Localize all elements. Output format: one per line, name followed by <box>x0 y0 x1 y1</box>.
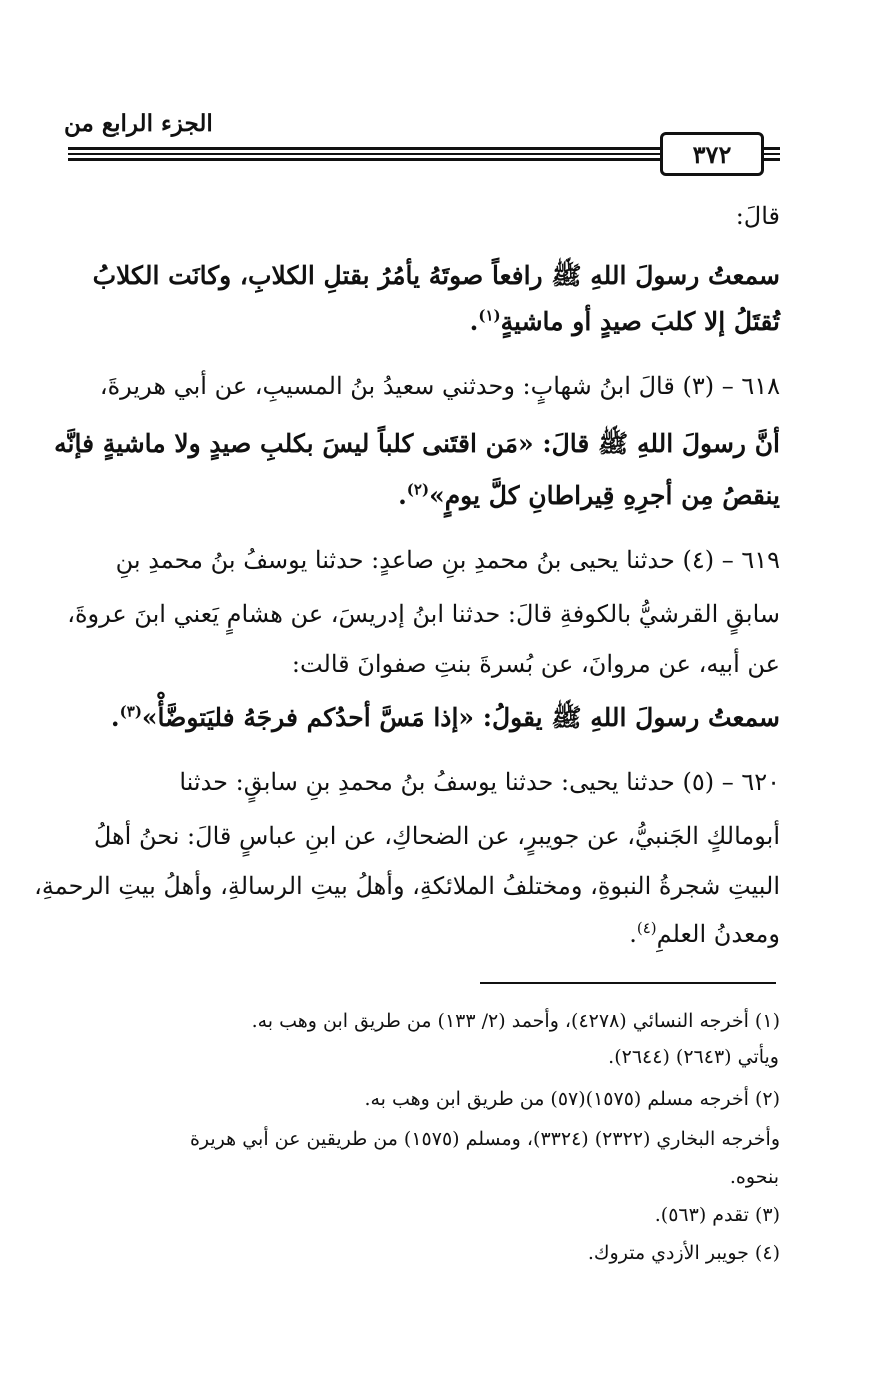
footnote-line: بنحوه. <box>729 1166 779 1188</box>
footnote-line: (٤) جويبر الأزدي متروك. <box>587 1242 780 1264</box>
footnote-line: (١) أخرجه النسائي (٤٢٧٨)، وأحمد (٢/ ١٣٣) من طريق ابن وهب به. <box>251 1010 780 1032</box>
line-text: ينقصُ مِن أجرِهِ قِيراطانِ كلَّ يومٍ» <box>429 481 780 510</box>
line-end: . <box>398 481 407 510</box>
text-line: قالَ: <box>735 202 780 230</box>
footnote-marker: (٤) <box>636 919 657 937</box>
footnote-marker: (٢) <box>406 480 430 499</box>
page-number: ٣٧٢ <box>660 132 764 176</box>
text-line: سابقٍ القرشيُّ بالكوفةِ قالَ: حدثنا ابنُ إدريسَ، عن هشامٍ يَعني ابنَ عروةَ، <box>67 600 780 628</box>
text-line: البيتِ شجرةُ النبوةِ، ومختلفُ الملائكةِ، وأهلُ بيتِ الرسالةِ، وأهلُ بيتِ الرحمةِ، <box>34 872 780 900</box>
text-line: عن أبيه، عن مروانَ، عن بُسرةَ بنتِ صفوانَ قالت: <box>291 650 780 678</box>
text-line <box>62 914 780 954</box>
text-line <box>62 302 780 342</box>
line-end: . <box>629 920 637 948</box>
text-line: ٦١٩ – (٤) حدثنا يحيى بنُ محمدِ بنِ صاعدٍ: حدثنا يوسفُ بنُ محمدِ بنِ <box>115 546 780 574</box>
footnote-marker: (١) <box>478 306 501 325</box>
text-line: أنَّ رسولَ اللهِ ﷺ قالَ: «مَن اقتَنى كلباً ليسَ بكلبِ صيدٍ ولا ماشيةٍ فإنَّه <box>54 429 780 458</box>
footnote-separator <box>480 982 776 984</box>
text-line: سمعتُ رسولَ اللهِ ﷺ رافعاً صوتَهُ يأمُرُ بقتلِ الكلابِ، وكانَت الكلابُ <box>92 261 780 290</box>
text-line: ٦٢٠ – (٥) حدثنا يحيى: حدثنا يوسفُ بنُ محمدِ بنِ سابقٍ: حدثنا <box>179 768 780 796</box>
text-line <box>62 476 780 516</box>
text-line <box>62 698 780 738</box>
text-line: ٦١٨ – (٣) قالَ ابنُ شهابٍ: وحدثني سعيدُ بنُ المسيبِ، عن أبي هريرةَ، <box>99 372 780 400</box>
line-text: سمعتُ رسولَ اللهِ ﷺ يقولُ: «إذا مَسَّ أحدُكم فرجَهُ فليَتوضَّأْ» <box>141 703 780 732</box>
running-title: الجزء الرابع من <box>64 110 213 137</box>
footnote-line: وأخرجه البخاري (٢٣٢٢) (٣٣٢٤)، ومسلم (١٥٧٥) من طريقين عن أبي هريرة <box>189 1128 780 1150</box>
footnote-line: (٢) أخرجه مسلم (١٥٧٥)(٥٧) من طريق ابن وهب به. <box>364 1088 780 1110</box>
line-text: ومعدنُ العلمِ <box>656 920 780 948</box>
footnote-line: (٣) تقدم (٥٦٣). <box>654 1204 780 1226</box>
line-text: تُقتَلُ إلا كلبَ صيدٍ أو ماشيةٍ <box>500 307 780 336</box>
footnote-marker: (٣) <box>119 702 142 721</box>
line-end: . <box>469 307 479 336</box>
footnote-line: ويأتي (٢٦٤٣) (٢٦٤٤). <box>608 1046 779 1068</box>
line-end: . <box>110 703 120 732</box>
text-line: أبومالكٍ الجَنبيُّ، عن جويبرٍ، عن الضحاكِ، عن ابنِ عباسٍ قالَ: نحنُ أهلُ <box>93 822 780 850</box>
